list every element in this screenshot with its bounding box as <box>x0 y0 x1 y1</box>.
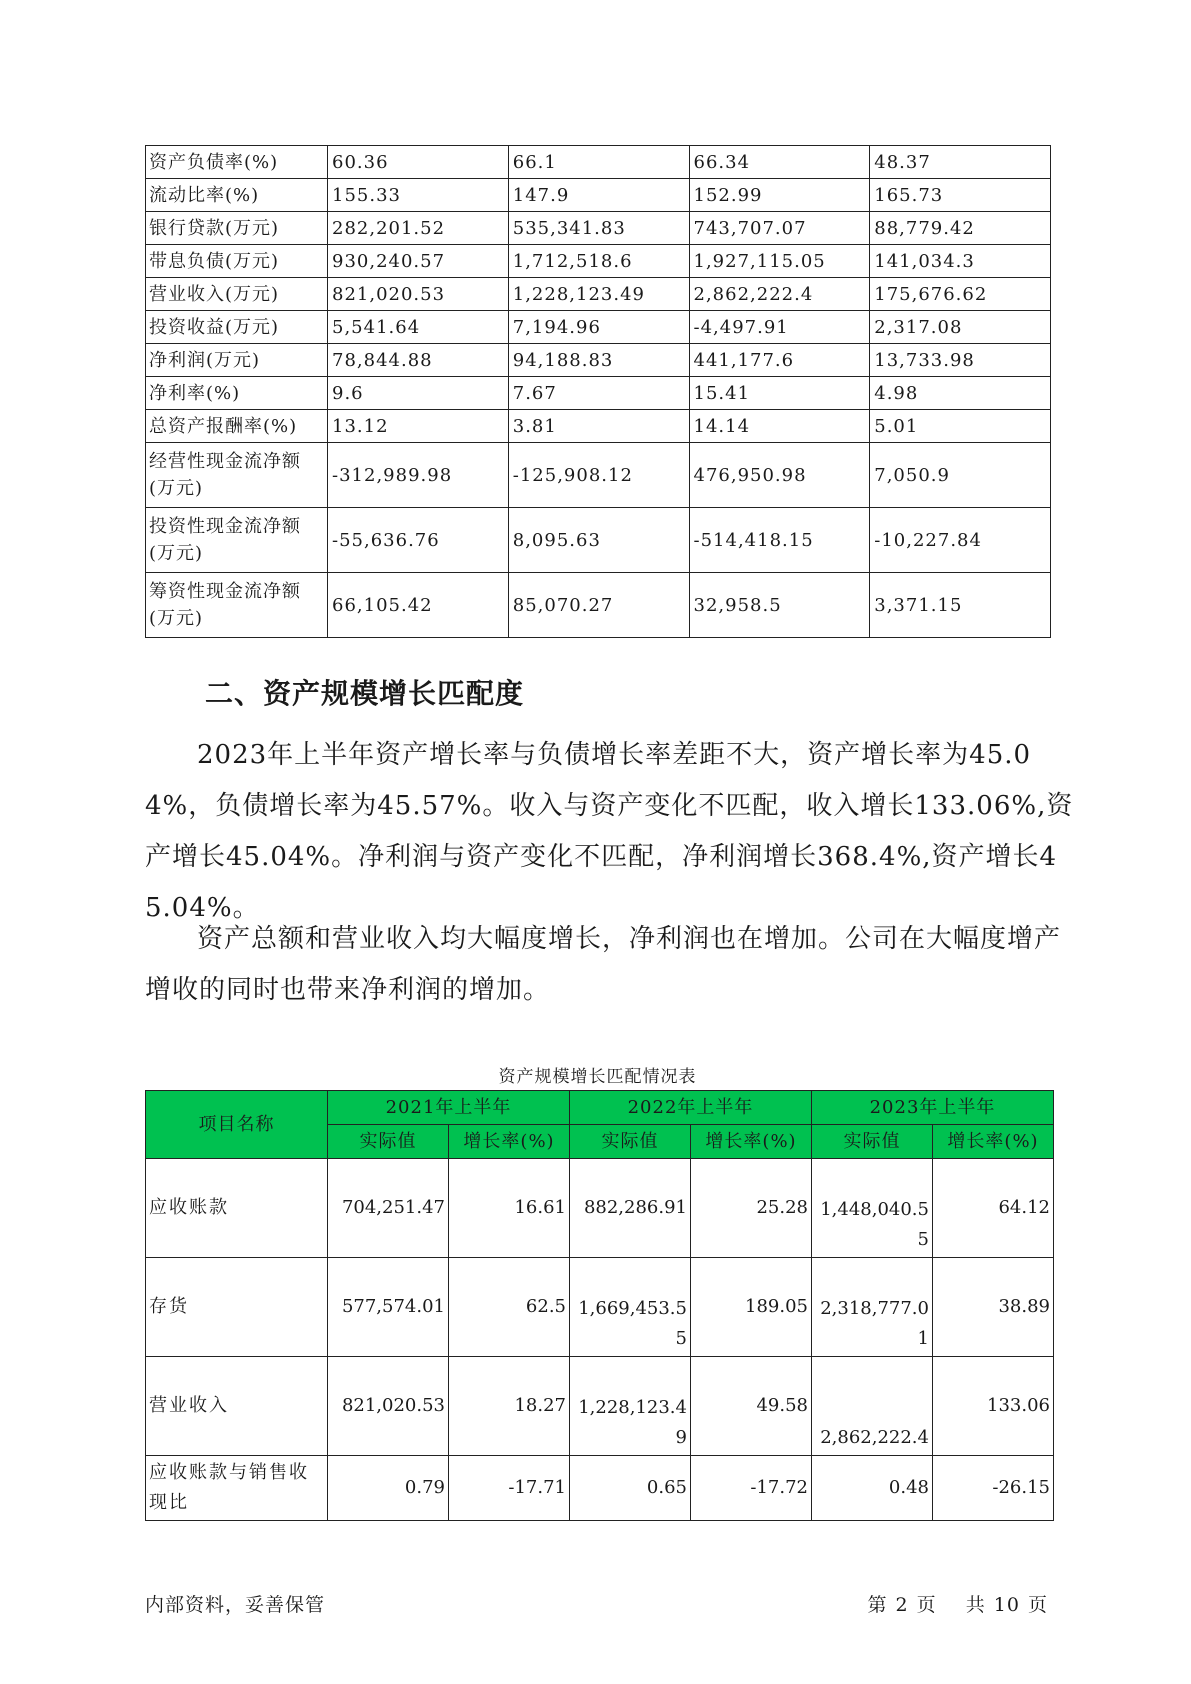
table-row <box>146 508 1051 573</box>
cell-value: 60.36 <box>328 146 509 179</box>
row-label: 总资产报酬率(%) <box>146 410 328 443</box>
cell-value: 94,188.83 <box>508 344 689 377</box>
growth-rate: 25.28 <box>691 1159 812 1258</box>
row-label: 净利润(万元) <box>146 344 328 377</box>
cell-value: 88,779.42 <box>870 212 1051 245</box>
growth-rate: 49.58 <box>691 1357 812 1456</box>
cell-value: 7.67 <box>508 377 689 410</box>
cell-value: 14.14 <box>689 410 870 443</box>
actual-value: 1,228,123.49 <box>570 1357 691 1456</box>
cell-value: 5,541.64 <box>328 311 509 344</box>
row-label: 资产负债率(%) <box>146 146 328 179</box>
cell-value: 9.6 <box>328 377 509 410</box>
row-label: 营业收入(万元) <box>146 278 328 311</box>
growth-rate: 38.89 <box>933 1258 1054 1357</box>
cell-value: 175,676.62 <box>870 278 1051 311</box>
cell-value: 7,050.9 <box>870 443 1051 508</box>
cell-value: 441,177.6 <box>689 344 870 377</box>
table-row <box>146 344 1051 377</box>
item-name: 应收账款 <box>146 1159 328 1258</box>
cell-value: 85,070.27 <box>508 573 689 638</box>
item-name: 存货 <box>146 1258 328 1357</box>
cell-value: 2,862,222.4 <box>689 278 870 311</box>
actual-value: 1,669,453.55 <box>570 1258 691 1357</box>
header-row <box>146 1091 1054 1125</box>
table-row <box>146 573 1051 638</box>
cell-value: 4.98 <box>870 377 1051 410</box>
footer-confidential-note: 内部资料，妥善保管 <box>145 1594 326 1616</box>
actual-value-header: 实际值 <box>328 1125 449 1159</box>
cell-value: 66.1 <box>508 146 689 179</box>
cell-value: 147.9 <box>508 179 689 212</box>
actual-value: 0.65 <box>570 1456 691 1521</box>
table-row <box>146 179 1051 212</box>
actual-value: 2,862,222.4 <box>812 1357 933 1456</box>
page-number: 2 <box>895 1594 909 1616</box>
actual-value: 0.48 <box>812 1456 933 1521</box>
table-row <box>146 1159 1054 1258</box>
row-label: 银行贷款(万元) <box>146 212 328 245</box>
growth-rate-header: 增长率(%) <box>449 1125 570 1159</box>
growth-rate: -17.71 <box>449 1456 570 1521</box>
cell-value: 13.12 <box>328 410 509 443</box>
cell-value: -10,227.84 <box>870 508 1051 573</box>
actual-value: 704,251.47 <box>328 1159 449 1258</box>
period-header: 2023年上半年 <box>812 1091 1054 1125</box>
cell-value: 1,712,518.6 <box>508 245 689 278</box>
cell-value: 13,733.98 <box>870 344 1051 377</box>
growth-rate: 18.27 <box>449 1357 570 1456</box>
actual-value: 0.79 <box>328 1456 449 1521</box>
actual-value-header: 实际值 <box>570 1125 691 1159</box>
row-label: 投资性现金流净额(万元) <box>146 508 328 573</box>
growth-rate: 133.06 <box>933 1357 1054 1456</box>
cell-value: 282,201.52 <box>328 212 509 245</box>
body-paragraph: 2023年上半年资产增长率与负债增长率差距不大，资产增长率为45.04%，负债增长率为45.57%。收入与资产变化不匹配，收入增长133.06%,资产增长45.04%。净利润与资产变化不匹配，净利润增长368.4%,资产增长45.04%。 <box>145 740 1074 923</box>
cell-value: 1,228,123.49 <box>508 278 689 311</box>
cell-value: 155.33 <box>328 179 509 212</box>
table-row <box>146 377 1051 410</box>
page-unit: 页 <box>916 1594 937 1616</box>
table-row <box>146 278 1051 311</box>
growth-rate-header: 增长率(%) <box>691 1125 812 1159</box>
cell-value: -312,989.98 <box>328 443 509 508</box>
cell-value: 743,707.07 <box>689 212 870 245</box>
cell-value: 2,317.08 <box>870 311 1051 344</box>
item-name-header: 项目名称 <box>146 1091 328 1159</box>
section-heading: 二、资产规模增长匹配度 <box>205 677 525 710</box>
growth-rate: -17.72 <box>691 1456 812 1521</box>
cell-value: 821,020.53 <box>328 278 509 311</box>
cell-value: 1,927,115.05 <box>689 245 870 278</box>
actual-value: 1,448,040.55 <box>812 1159 933 1258</box>
cell-value: 5.01 <box>870 410 1051 443</box>
cell-value: 78,844.88 <box>328 344 509 377</box>
actual-value: 577,574.01 <box>328 1258 449 1357</box>
table-row <box>146 410 1051 443</box>
cell-value: -125,908.12 <box>508 443 689 508</box>
page-prefix: 第 <box>867 1594 888 1616</box>
growth-rate-header: 增长率(%) <box>933 1125 1054 1159</box>
financial-indicators-body <box>146 146 1051 638</box>
cell-value: 476,950.98 <box>689 443 870 508</box>
table-row <box>146 146 1051 179</box>
cell-value: 152.99 <box>689 179 870 212</box>
cell-value: -55,636.76 <box>328 508 509 573</box>
cell-value: 535,341.83 <box>508 212 689 245</box>
cell-value: 8,095.63 <box>508 508 689 573</box>
table-row <box>146 1258 1054 1357</box>
table-header <box>146 1091 1054 1159</box>
cell-value: 66.34 <box>689 146 870 179</box>
cell-value: 3,371.15 <box>870 573 1051 638</box>
row-label: 净利率(%) <box>146 377 328 410</box>
growth-rate: -26.15 <box>933 1456 1054 1521</box>
growth-rate: 16.61 <box>449 1159 570 1258</box>
table-row <box>146 1456 1054 1521</box>
item-name: 应收账款与销售收现比 <box>146 1456 328 1521</box>
growth-rate: 62.5 <box>449 1258 570 1357</box>
page-indicator <box>864 1590 1052 1617</box>
cell-value: 7,194.96 <box>508 311 689 344</box>
total-prefix: 共 <box>965 1594 986 1616</box>
actual-value: 2,318,777.01 <box>812 1258 933 1357</box>
cell-value: 48.37 <box>870 146 1051 179</box>
table-body <box>146 1159 1054 1521</box>
growth-rate: 64.12 <box>933 1159 1054 1258</box>
cell-value: 15.41 <box>689 377 870 410</box>
row-label: 带息负债(万元) <box>146 245 328 278</box>
row-label: 流动比率(%) <box>146 179 328 212</box>
cell-value: -4,497.91 <box>689 311 870 344</box>
body-paragraph: 资产总额和营业收入均大幅度增长，净利润也在增加。公司在大幅度增产增收的同时也带来净利润的增加。 <box>145 924 1062 1005</box>
total-pages: 10 <box>993 1594 1020 1616</box>
total-unit: 页 <box>1027 1594 1048 1616</box>
table-row <box>146 443 1051 508</box>
table-row <box>146 311 1051 344</box>
item-name: 营业收入 <box>146 1357 328 1456</box>
cell-value: -514,418.15 <box>689 508 870 573</box>
cell-value: 930,240.57 <box>328 245 509 278</box>
table-row <box>146 245 1051 278</box>
growth-rate: 189.05 <box>691 1258 812 1357</box>
cell-value: 3.81 <box>508 410 689 443</box>
cell-value: 141,034.3 <box>870 245 1051 278</box>
row-label: 投资收益(万元) <box>146 311 328 344</box>
row-label: 经营性现金流净额(万元) <box>146 443 328 508</box>
table-row <box>146 1357 1054 1456</box>
cell-value: 32,958.5 <box>689 573 870 638</box>
cell-value: 66,105.42 <box>328 573 509 638</box>
period-header: 2022年上半年 <box>570 1091 812 1125</box>
row-label: 筹资性现金流净额(万元) <box>146 573 328 638</box>
actual-value-header: 实际值 <box>812 1125 933 1159</box>
table-caption: 资产规模增长匹配情况表 <box>498 1067 697 1087</box>
actual-value: 821,020.53 <box>328 1357 449 1456</box>
cell-value: 165.73 <box>870 179 1051 212</box>
table-row <box>146 212 1051 245</box>
asset-growth-table <box>145 1090 1054 1521</box>
financial-indicators-table <box>145 145 1051 638</box>
actual-value: 882,286.91 <box>570 1159 691 1258</box>
period-header: 2021年上半年 <box>328 1091 570 1125</box>
